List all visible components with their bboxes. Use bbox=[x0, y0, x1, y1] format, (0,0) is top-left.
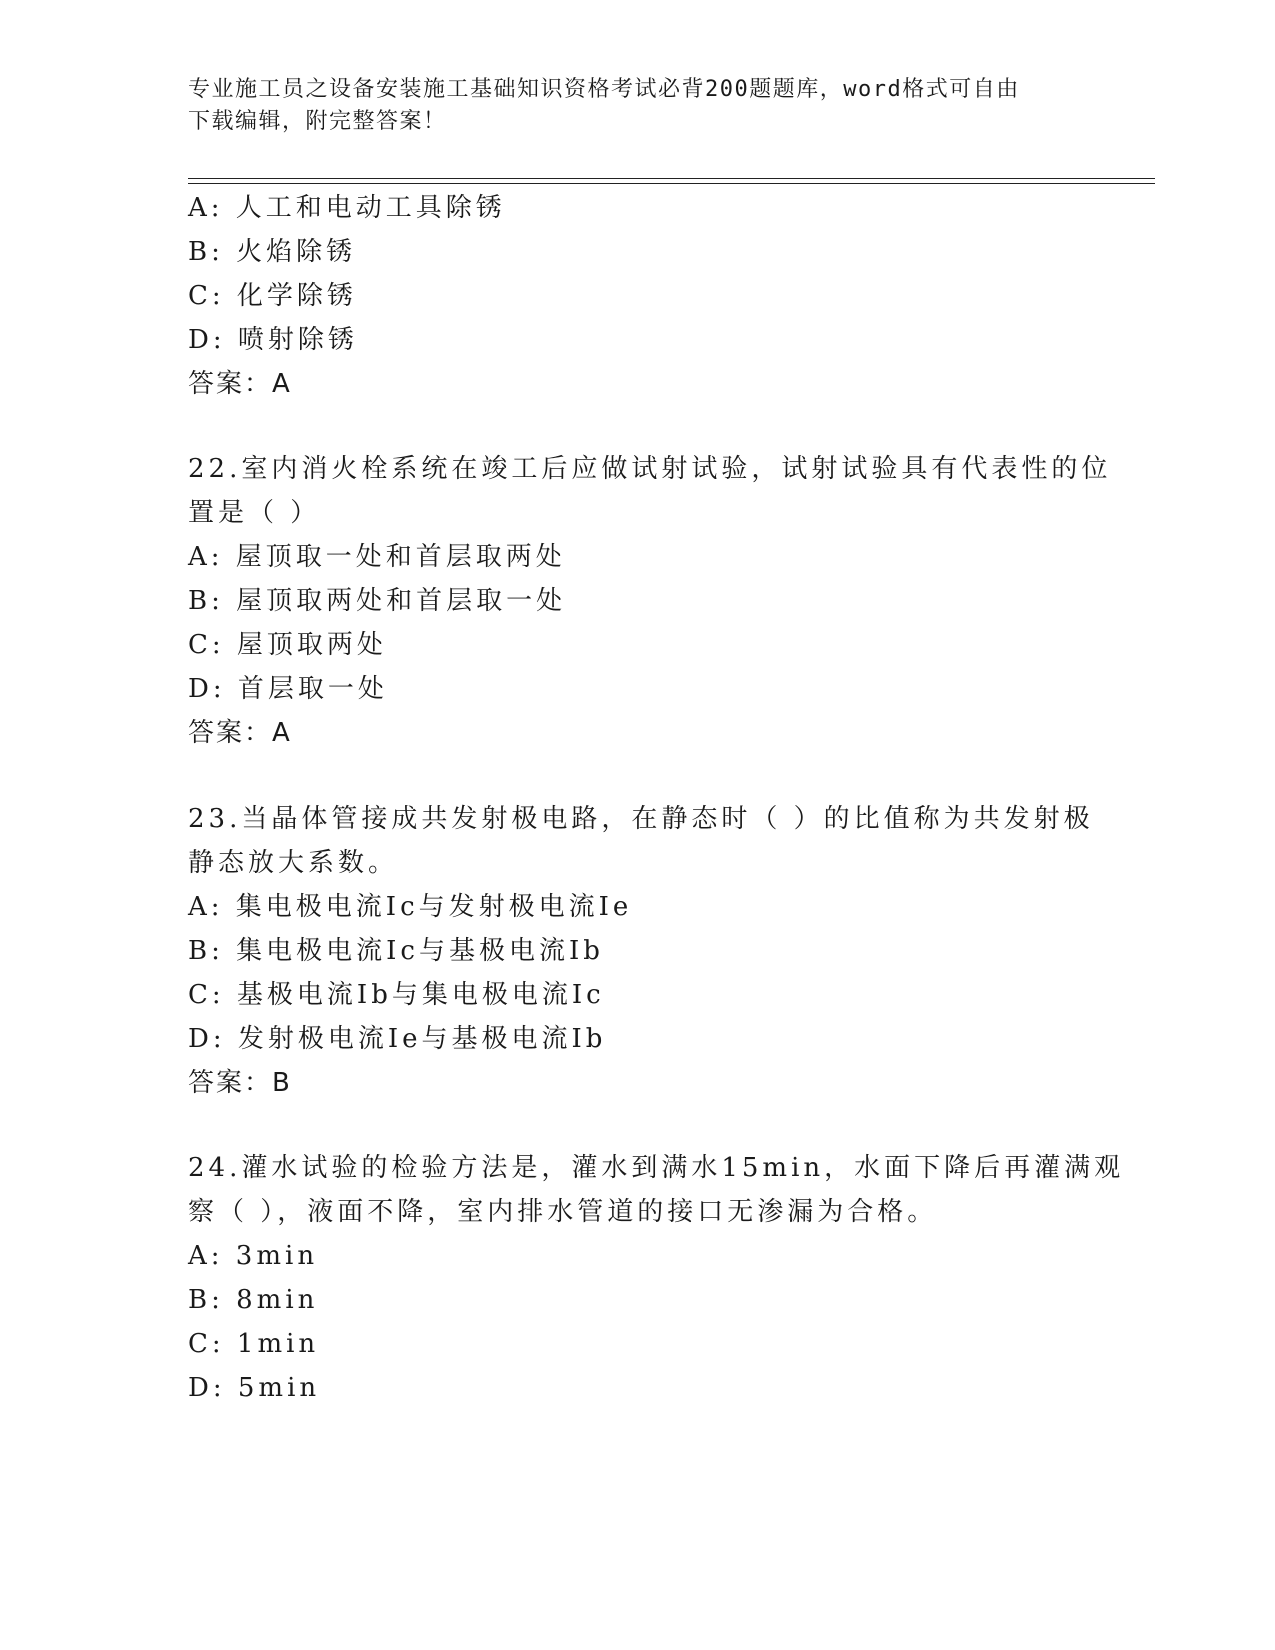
q23-option-c: C: 基极电流Ib与集电极电流Ic bbox=[188, 980, 605, 1010]
q24-option-a: A: 3min bbox=[188, 1241, 319, 1271]
q23-option-a: A: 集电极电流Ic与发射极电流Ie bbox=[188, 892, 633, 922]
header-divider-top bbox=[188, 178, 1155, 179]
q24-option-b: B: 8min bbox=[188, 1285, 319, 1315]
q21-answer: 答案：A bbox=[188, 369, 292, 399]
q22-stem-line-2: 置是（ ） bbox=[188, 498, 321, 528]
q23-stem-line-2: 静态放大系数。 bbox=[188, 848, 399, 878]
q22-answer: 答案：A bbox=[188, 718, 292, 748]
q24-option-d: D: 5min bbox=[188, 1373, 321, 1403]
q21-option-b: B: 火焰除锈 bbox=[188, 237, 357, 267]
header-divider-bottom bbox=[188, 183, 1155, 184]
q24-option-c: C: 1min bbox=[188, 1329, 320, 1359]
header-line-2: 下载编辑，附完整答案！ bbox=[188, 109, 447, 134]
q23-option-b: B: 集电极电流Ic与基极电流Ib bbox=[188, 936, 604, 966]
q24-stem-line-1: 24.灌水试验的检验方法是，灌水到满水15min，水面下降后再灌满观 bbox=[188, 1153, 1125, 1183]
q22-stem-line-1: 22.室内消火栓系统在竣工后应做试射试验，试射试验具有代表性的位 bbox=[188, 454, 1112, 484]
q22-option-c: C: 屋顶取两处 bbox=[188, 630, 387, 660]
q23-stem-line-1: 23.当晶体管接成共发射极电路，在静态时（ ）的比值称为共发射极 bbox=[188, 804, 1094, 834]
q23-option-d: D: 发射极电流Ie与基极电流Ib bbox=[188, 1024, 607, 1054]
q22-option-b: B: 屋顶取两处和首层取一处 bbox=[188, 586, 567, 616]
q21-option-a: A: 人工和电动工具除锈 bbox=[188, 193, 506, 223]
q24-stem-line-2: 察（ ），液面不降，室内排水管道的接口无渗漏为合格。 bbox=[188, 1197, 938, 1227]
q22-option-d: D: 首层取一处 bbox=[188, 674, 388, 704]
q22-option-a: A: 屋顶取一处和首层取两处 bbox=[188, 542, 566, 572]
document-header bbox=[188, 74, 1088, 138]
q21-option-c: C: 化学除锈 bbox=[188, 281, 357, 311]
header-line-1: 专业施工员之设备安装施工基础知识资格考试必背200题题库，word格式可自由 bbox=[188, 77, 1020, 102]
q23-answer: 答案：B bbox=[188, 1068, 292, 1098]
q21-option-d: D: 喷射除锈 bbox=[188, 325, 358, 355]
